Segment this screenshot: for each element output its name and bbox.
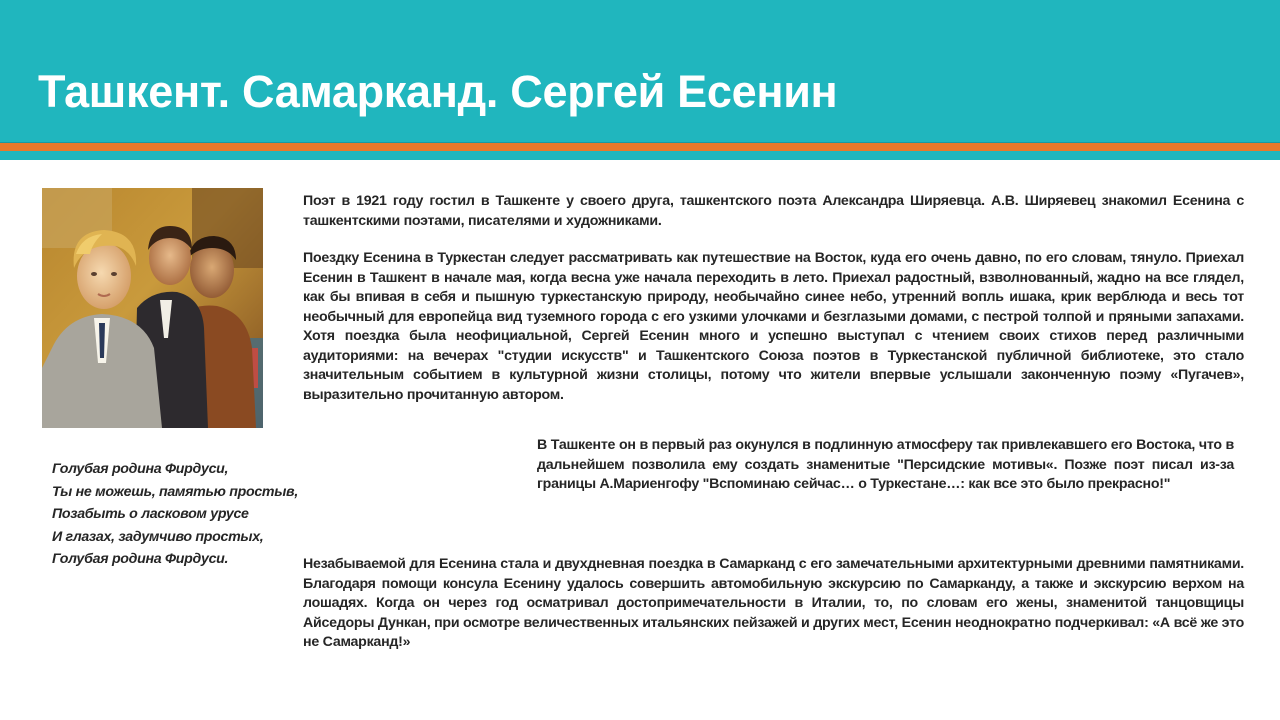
teal-stripe <box>0 151 1280 160</box>
orange-stripe <box>0 143 1280 151</box>
slide-title: Ташкент. Самарканд. Сергей Есенин <box>38 66 838 117</box>
poem-line: Голубая родина Фирдуси. <box>52 551 229 567</box>
paragraph-turkestan-trip: Поездку Есенина в Туркестан следует рассматривать как путешествие на Восток, куда его очень давно, по его словам, тянуло. Приехал Есенин в Ташкент в начале мая, когда весна уже начала переходить в лето. Приехал радостный, взволнованный, жадно на все глядел, как бы впивая в себя и пышную туркестанскую природу, необычайно синее небо, утренний вопль ишака, крик верблюда и весь тот необычный для европейца вид туземного города с его узкими улочками и безглазыми домами, с пестрой толпой и пряными запахами. Хотя поездка была неофициальной, Сергей Есенин много и успешно выступал с чтением своих стихов перед различными аудиториями: на вечерах "студии искусств" и Ташкентского Союза поэтов в Туркестанской публичной библиотеке, это стало значительным событием в культурной жизни столицы, потому что жители впервые услышали законченную поэму «Пугачев», выразительно прочитанную автором. <box>303 250 1244 403</box>
painting-of-poets-image <box>42 188 263 428</box>
paragraph-east-atmosphere: В Ташкенте он в первый раз окунулся в подлинную атмосферу так привлекавшего его Востока, что в дальнейшем позволила ему создать знаменитые "Персидские мотивы«. Позже поэт писал из-за границы А.Мариенгофу "Вспоминаю сейчас… о Туркестане…: как все это было прекрасно!" <box>537 437 1234 492</box>
poem-line: Ты не можешь, памятью простыв, <box>52 483 298 500</box>
poem-line: И глазах, задумчиво простых, <box>52 528 264 545</box>
paragraph-samarkand-trip: Незабываемой для Есенина стала и двухдневная поездка в Самарканд с его замечательными архитектурными древними памятниками. Благодаря помощи консула Есенину удалось совершить автомобильную экскурсию по Самарканду, а также и экскурсию верхом на лошадях. Когда он через год осматривал достопримечательности в Италии, то, по словам его жены, знаменитой танцовщицы Айседоры Дункан, при осмотре величественных итальянских пейзажей и других мест, Есенин неоднократно подчеркивал: «А всё же это не Самарканд!» <box>303 556 1244 650</box>
poem-quote <box>52 458 298 571</box>
paragraph-tashkent-visit: Поэт в 1921 году гостил в Ташкенте у своего друга, ташкентского поэта Александра Ширяевца. А.В. Ширяевец знакомил Есенина с ташкентскими поэтами, писателями и художниками. <box>303 193 1244 229</box>
poem-line: Позабыть о ласковом урусе <box>52 506 249 522</box>
poem-line: Голубая родина Фирдуси, <box>52 461 229 477</box>
